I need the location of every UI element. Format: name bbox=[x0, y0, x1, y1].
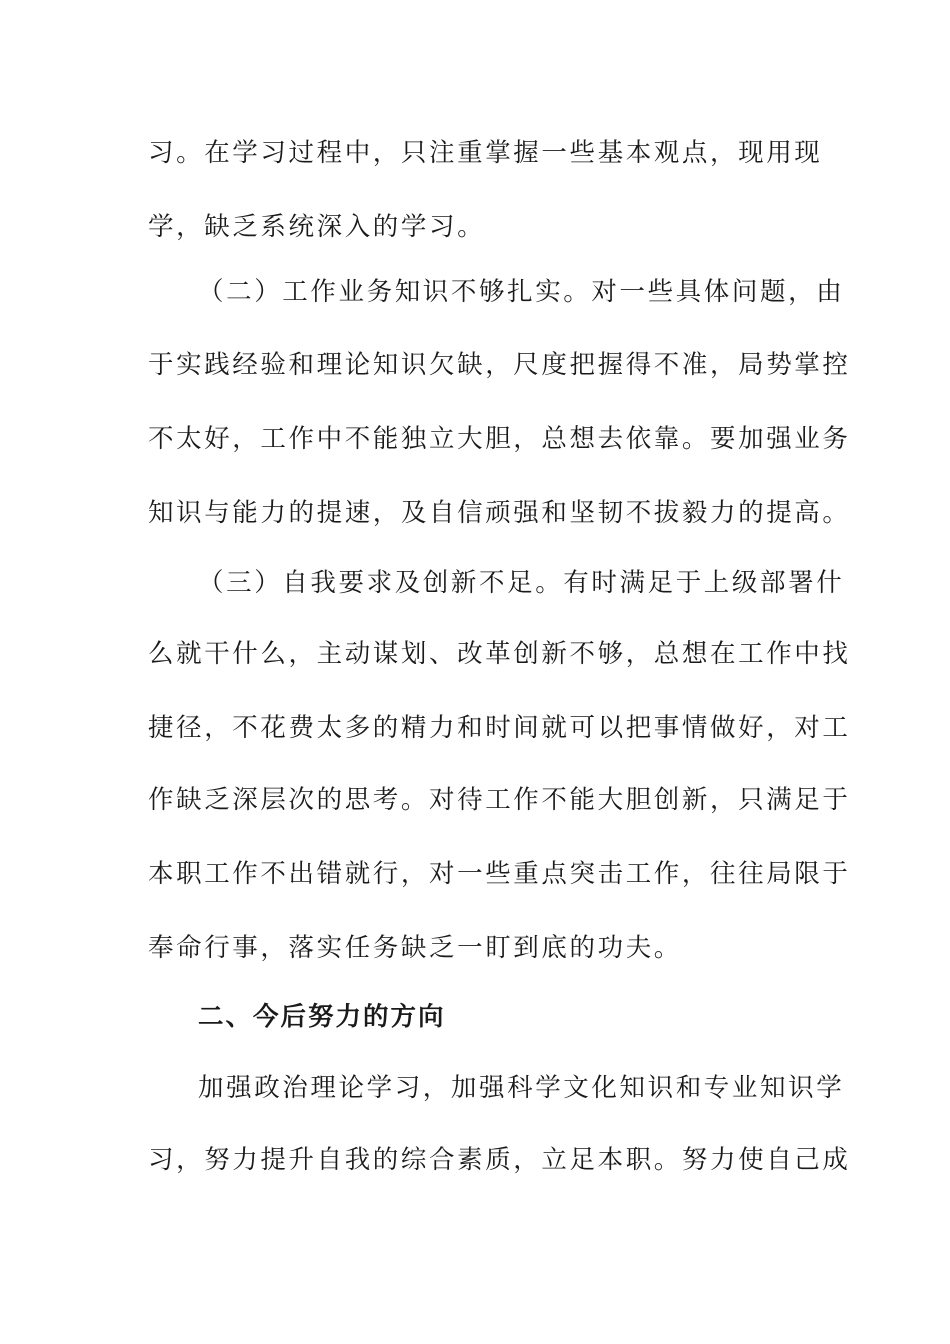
section-heading: 二、今后努力的方向 bbox=[198, 1002, 446, 1032]
body-text-line: 知识与能力的提速，及自信顽强和坚韧不拔毅力的提高。 bbox=[148, 498, 851, 528]
body-text-line: 学，缺乏系统深入的学习。 bbox=[148, 212, 486, 242]
body-text-line: 于实践经验和理论知识欠缺，尺度把握得不准，局势掌控 bbox=[148, 350, 851, 380]
paragraph-first-line: （三）自我要求及创新不足。有时满足于上级部署什 bbox=[198, 568, 845, 598]
body-text-line: 么就干什么，主动谋划、改革创新不够，总想在工作中找 bbox=[148, 639, 851, 669]
paragraph-first-line: （二）工作业务知识不够扎实。对一些具体问题，由 bbox=[198, 277, 845, 307]
body-text-line: 奉命行事，落实任务缺乏一盯到底的功夫。 bbox=[148, 933, 682, 963]
body-text-line: 习，努力提升自我的综合素质，立足本职。努力使自己成 bbox=[148, 1145, 851, 1175]
body-text-line: 本职工作不出错就行，对一些重点突击工作，往往局限于 bbox=[148, 859, 851, 889]
paragraph-first-line: 加强政治理论学习，加强科学文化知识和专业知识学 bbox=[198, 1073, 845, 1103]
body-text-line: 习。在学习过程中，只注重掌握一些基本观点，现用现 bbox=[148, 138, 823, 168]
body-text-line: 不太好，工作中不能独立大胆，总想去依靠。要加强业务 bbox=[148, 424, 851, 454]
body-text-line: 作缺乏深层次的思考。对待工作不能大胆创新，只满足于 bbox=[148, 785, 851, 815]
body-text-line: 捷径，不花费太多的精力和时间就可以把事情做好，对工 bbox=[148, 713, 851, 743]
